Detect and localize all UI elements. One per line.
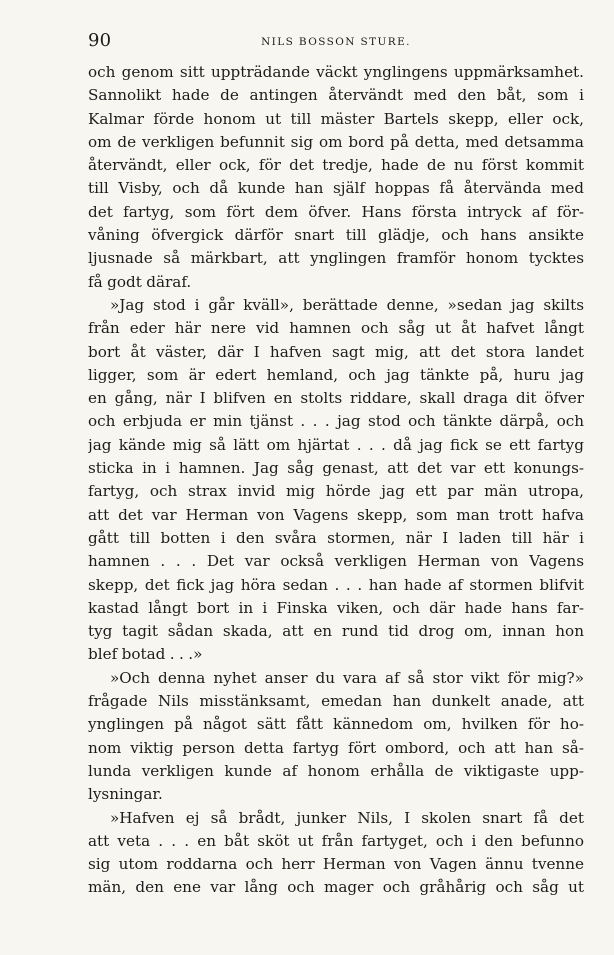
text-line: om de verkligen befunnit sig om bord på detta, med detsamma [88, 132, 584, 151]
text-line: »Hafven ej så brådt, junker Nils, I skolen snart få det [110, 808, 584, 827]
text-line: att veta . . . en båt sköt ut från fartyget, och i den befunno [88, 831, 584, 850]
text-line: få godt däraf. [88, 272, 192, 291]
text-line: Kalmar förde honom ut till mäster Bartels skepp, eller ock, [88, 109, 584, 128]
text-line: att det var Herman von Vagens skepp, som man trott hafva [88, 505, 584, 524]
text-line: sig utom roddarna och herr Herman von Vagen ännu tvenne [88, 855, 584, 874]
text-line: nom viktig person detta fartyg fört ombord, och att han så- [88, 738, 584, 757]
text-line: blef botad . . .» [88, 645, 203, 664]
text-line: lunda verkligen kunde af honom erhålla de viktigaste upp- [88, 761, 584, 780]
text-line: våning öfvergick därför snart till glädje, och hans ansikte [88, 226, 584, 245]
body-text [88, 61, 584, 900]
text-line: sticka in i hamnen. Jag såg genast, att det var ett konungs- [88, 459, 584, 478]
page-header [88, 30, 584, 54]
text-line: från eder här nere vid hamnen och såg ut åt hafvet långt [88, 319, 584, 338]
text-line: till Visby, och då kunde han själf hoppas få återvända med [88, 179, 584, 198]
text-line: återvändt, eller ock, för det tredje, hade de nu först kommit [88, 156, 584, 175]
text-line: jag kände mig så lätt om hjärtat . . . då jag fick se ett fartyg [88, 435, 584, 454]
text-line: skepp, det fick jag höra sedan . . . han hade af stormen blifvit [88, 575, 584, 594]
text-line: ljusnade så märkbart, att ynglingen framför honom tycktes [88, 249, 584, 268]
text-line: det fartyg, som fört dem öfver. Hans första intryck af för- [88, 202, 584, 221]
text-line: fartyg, och strax invid mig hörde jag ett par män utropa, [88, 482, 584, 501]
text-line: kastad långt bort in i Finska viken, och där hade hans far- [88, 598, 584, 617]
page-number: 90 [88, 30, 112, 51]
text-line: ligger, som är edert hemland, och jag tänkte på, huru jag [88, 365, 584, 384]
text-line: ynglingen på något sätt fått kännedom om, hvilken för ho- [88, 715, 584, 734]
text-line: lysningar. [88, 785, 163, 804]
text-line: och genom sitt uppträdande väckt ynglingens uppmärksamhet. [88, 63, 584, 81]
text-line: gått till botten i den svåra stormen, när I laden till här i [88, 528, 584, 547]
text-line: Sannolikt hade de antingen återvändt med den båt, som i [88, 86, 584, 105]
text-line: och erbjuda er min tjänst . . . jag stod och tänkte därpå, och [88, 412, 584, 431]
text-line: »Och denna nyhet anser du vara af så stor vikt för mig?» [110, 668, 584, 687]
text-line: en gång, när I blifven en stolts riddare, skall draga dit öfver [88, 389, 584, 408]
text-line: frågade Nils misstänksamt, emedan han dunkelt anade, att [88, 692, 584, 711]
text-line: tyg tagit sådan skada, att en rund tid drog om, innan hon [88, 622, 584, 641]
text-line: »Jag stod i går kväll», berättade denne, »sedan jag skilts [110, 295, 584, 314]
text-line: män, den ene var lång och mager och gråhårig och såg ut [88, 878, 584, 897]
text-line: bort åt väster, där I hafven sagt mig, att det stora landet [88, 342, 584, 361]
text-line: hamnen . . . Det var också verkligen Herman von Vagens [88, 552, 584, 571]
running-head: NILS BOSSON STURE. [261, 36, 411, 48]
